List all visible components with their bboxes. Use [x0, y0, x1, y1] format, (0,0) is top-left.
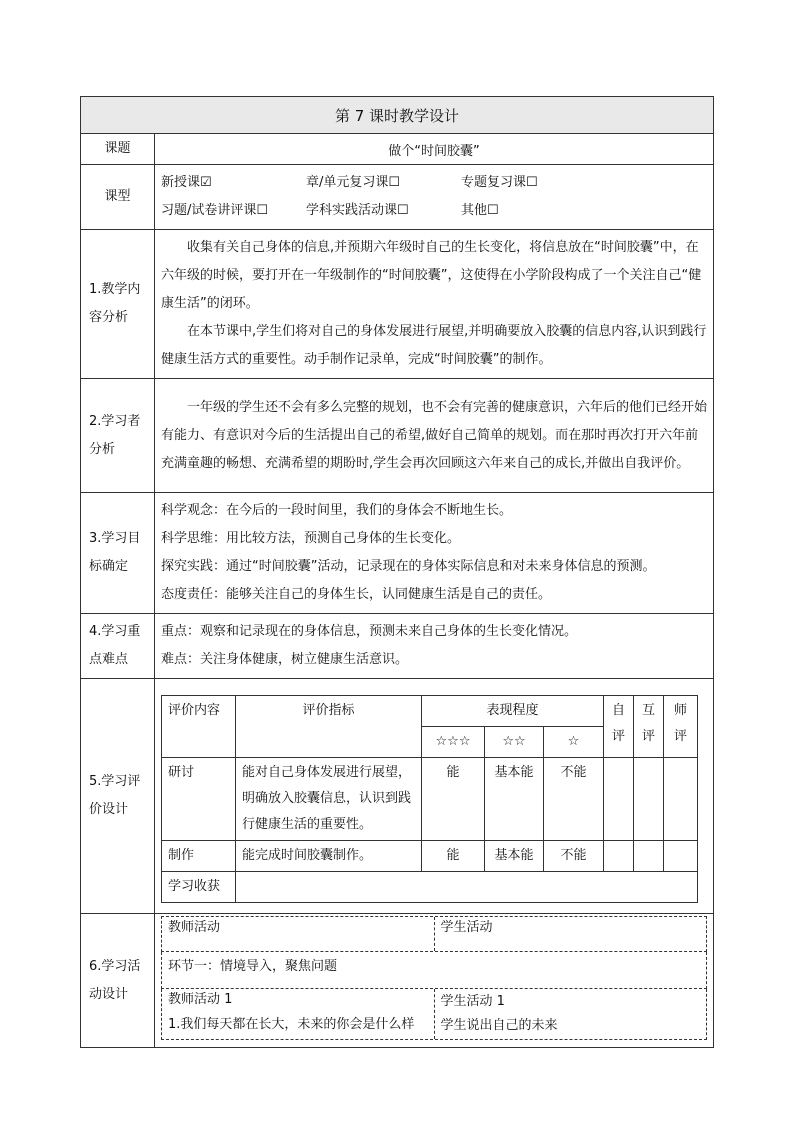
table-row	[162, 841, 698, 872]
key-point-focus: 重点：观察和记录现在的身体信息，预测未来自己身体的生长变化情况。	[161, 624, 578, 639]
key-points-label: 4.学习重 点难点	[81, 614, 155, 679]
type-option-exercise[interactable]: 习题/试卷讲评课☐	[161, 203, 269, 218]
student-activity-1-text: 学生说出自己的未来	[440, 1018, 558, 1033]
eval-row-self-score[interactable]	[604, 758, 634, 841]
type-option-topic-review[interactable]: 专题复习课☐	[461, 175, 538, 190]
eval-header-content: 评价内容	[162, 696, 236, 758]
eval-row-peer-score[interactable]	[634, 758, 664, 841]
topic-label: 课题	[81, 134, 155, 165]
learner-analysis-label: 2.学习者 分析	[81, 379, 155, 493]
eval-row-level-1: 不能	[544, 758, 604, 841]
eval-harvest-value[interactable]	[236, 872, 698, 903]
teacher-activity-1	[162, 989, 434, 1039]
eval-stars-3: ☆☆☆	[422, 727, 485, 758]
evaluation-label: 5.学习评 价设计	[81, 679, 155, 914]
eval-header-indicator: 评价指标	[236, 696, 422, 758]
eval-row-indicator: 能完成时间胶囊制作。	[236, 841, 422, 872]
content-analysis-p1: 收集有关自己身体的信息,并预期六年级时自己的生长变化，将信息放在“时间胶囊”中，在六年级的时候，要打开在一年级制作的“时间胶囊”，这使得在小学阶段构成了一个关注自己“健康生活”的闭环。	[161, 240, 702, 311]
key-point-difficulty: 难点：关注身体健康，树立健康生活意识。	[161, 652, 409, 667]
eval-header-peer: 互 评	[634, 696, 664, 758]
eval-row-indicator: 能对自己身体发展进行展望，明确放入胶囊信息，认识到践行健康生活的重要性。	[236, 758, 422, 841]
eval-row-teacher-score[interactable]	[664, 758, 698, 841]
eval-stars-2: ☆☆	[485, 727, 544, 758]
eval-stars-1: ☆	[544, 727, 604, 758]
segment-title: 环节一：情境导入，聚焦问题	[168, 959, 338, 974]
activities-label: 6.学习活 动设计	[81, 914, 155, 1048]
eval-row-content: 制作	[162, 841, 236, 872]
key-points-text	[155, 614, 714, 679]
eval-harvest-label: 学习收获	[162, 872, 236, 903]
evaluation-table	[161, 695, 698, 903]
type-option-new[interactable]: 新授课☑	[161, 175, 212, 190]
type-option-other[interactable]: 其他☐	[461, 203, 499, 218]
eval-row-content: 研讨	[162, 758, 236, 841]
teacher-activity-1-text: 1.我们每天都在长大，未来的你会是什么样	[168, 1017, 415, 1032]
type-option-unit-review[interactable]: 章/单元复习课☐	[306, 175, 401, 190]
teacher-activity-1-title: 教师活动 1	[168, 992, 233, 1007]
eval-row-self-score[interactable]	[604, 841, 634, 872]
content-analysis-label: 1.教学内 容分析	[81, 230, 155, 379]
objective-practice: 探究实践：通过“时间胶囊”活动，记录现在的身体实际信息和对未来身体信息的预测。	[161, 559, 656, 574]
objective-thinking: 科学思维：用比较方法，预测自己身体的生长变化。	[161, 531, 461, 546]
objectives-label: 3.学习目 标确定	[81, 493, 155, 614]
eval-row-level-1: 不能	[544, 841, 604, 872]
lesson-plan	[80, 96, 713, 1048]
teacher-activity-header: 教师活动	[168, 920, 221, 935]
content-analysis-p2: 在本节课中,学生们将对自己的身体发展进行展望,并明确要放入胶囊的信息内容,认识到践行健康生活方式的重要性。动手制作记录单，完成“时间胶囊”的制作。	[161, 324, 707, 367]
eval-row-level-3: 能	[422, 841, 485, 872]
content-analysis-text	[155, 230, 714, 379]
type-label: 课型	[81, 165, 155, 230]
eval-header-self: 自 评	[604, 696, 634, 758]
activities-header-row	[161, 916, 707, 952]
table-row	[162, 758, 698, 841]
objective-concept: 科学观念：在今后的一段时间里，我们的身体会不断地生长。	[161, 503, 513, 518]
activities-cell	[155, 914, 714, 1048]
student-activity-header: 学生活动	[434, 917, 707, 951]
activity-row	[161, 989, 707, 1040]
student-activity-1-title: 学生活动 1	[440, 994, 505, 1009]
learner-analysis-text	[155, 379, 714, 493]
lesson-plan-table	[80, 96, 714, 1048]
learner-analysis-p1: 一年级的学生还不会有多么完整的规划，也不会有完善的健康意识，六年后的他们已经开始有能力、有意识对今后的生活提出自己的希望,做好自己简单的规划。而在那时再次打开六年前充满童趣的畅想、充满希望的期盼时,学生会再次回顾这六年来自己的成长,并做出自我评价。	[161, 399, 708, 471]
objective-attitude: 态度责任：能够关注自己的身体生长，认同健康生活是自己的责任。	[161, 587, 552, 602]
eval-row-level-2: 基本能	[485, 841, 544, 872]
eval-header-teacher: 师 评	[664, 696, 698, 758]
student-activity-1	[434, 989, 707, 1039]
eval-row-peer-score[interactable]	[634, 841, 664, 872]
evaluation-cell	[155, 679, 714, 914]
eval-row-level-2: 基本能	[485, 758, 544, 841]
eval-header-level: 表现程度	[422, 696, 604, 727]
type-option-practice[interactable]: 学科实践活动课☐	[306, 203, 409, 218]
type-options	[155, 165, 714, 230]
page-title: 第 7 课时教学设计	[81, 97, 714, 134]
topic-value: 做个“时间胶囊”	[155, 134, 714, 165]
eval-row-level-3: 能	[422, 758, 485, 841]
eval-row-teacher-score[interactable]	[664, 841, 698, 872]
segment-row	[161, 952, 707, 989]
objectives-text	[155, 493, 714, 614]
